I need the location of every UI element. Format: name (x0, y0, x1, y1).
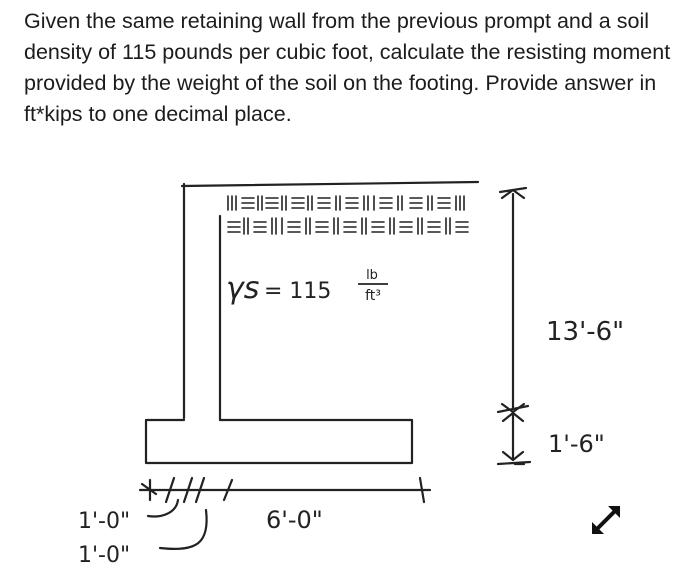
stem-bracket (160, 510, 207, 549)
density-value: = 115 (264, 279, 332, 304)
expand-diagonal-icon[interactable] (584, 498, 628, 542)
heel-dim-label: 6'-0" (266, 506, 323, 534)
toe-bracket (148, 500, 178, 516)
soil-hatch (228, 196, 468, 234)
height-dim-line (500, 188, 526, 412)
toe-dim-label: 1'-0" (78, 509, 131, 534)
footing-dim-line (498, 406, 530, 464)
stem-dim-label: 1'-0" (78, 543, 131, 568)
density-symbol: γs (226, 271, 260, 306)
wall-height-label: 13'-6" (546, 317, 625, 347)
footing (146, 420, 412, 463)
ground-line (182, 182, 478, 186)
density-unit-bottom: ft³ (365, 288, 381, 304)
wall-stem (184, 184, 220, 420)
density-unit-top: lb (366, 268, 378, 283)
footing-thickness-label: 1'-6" (548, 430, 605, 458)
question-text: Given the same retaining wall from the previous prompt and a soil density of 115 pounds per cubic foot, calculate the resisting moment provided by the weight of the soil on the footing. Provide answer in ft*kips to one decimal place. (24, 9, 671, 126)
base-dim-line (140, 478, 430, 502)
